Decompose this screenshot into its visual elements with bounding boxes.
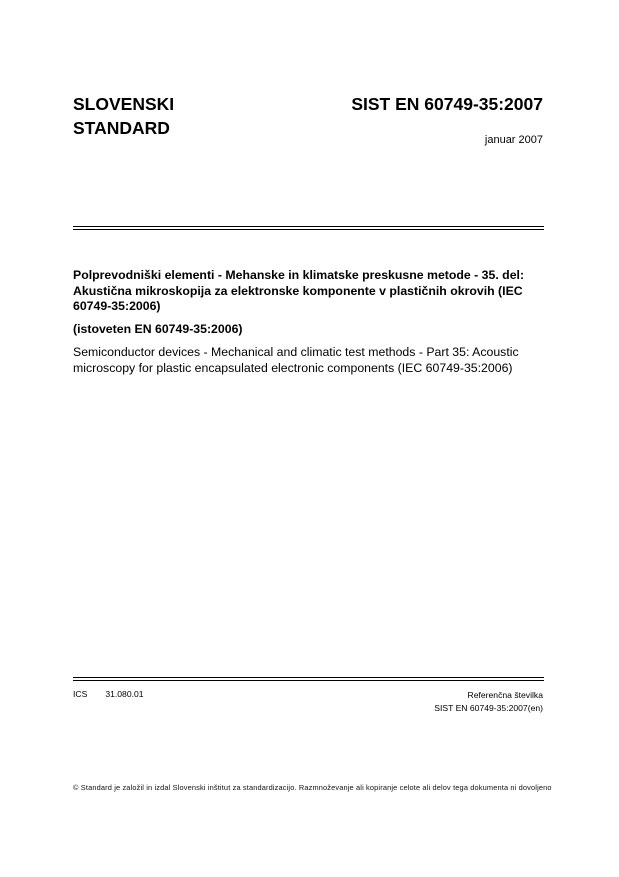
ics-classification (73, 689, 144, 699)
standard-type-line2: STANDARD (73, 118, 170, 138)
standard-type-line1: SLOVENSKI (73, 94, 175, 114)
equivalence-note: (istoveten EN 60749-35:2006) (73, 322, 243, 336)
reference-code: SIST EN 60749-35:2007(en) (434, 702, 543, 713)
top-divider (73, 226, 544, 230)
title-english: Semiconductor devices - Mechanical and climatic test methods - Part 35: Acoustic microscopy for plastic encapsulated electronic components (IEC 60749-35:2006) (73, 345, 519, 375)
standard-code: SIST EN 60749-35:2007 (351, 94, 543, 114)
bottom-divider (73, 677, 544, 681)
publication-date: januar 2007 (484, 134, 543, 146)
standard-type (73, 92, 273, 140)
reference-label: Referenčna številka (467, 690, 543, 700)
title-slovenian: Polprevodniški elementi - Mehanske in klimatske preskusne metode - 35. del: Akustična mikroskopija za elektronske komponente v plastičnih okrovih (IEC 60749-35:2006) (73, 268, 525, 313)
ics-label: ICS (73, 689, 88, 699)
ics-code: 31.080.01 (105, 689, 144, 699)
reference-number (434, 689, 543, 714)
copyright-notice: © Standard je založil in izdal Slovenski inštitut za standardizacijo. Razmnoževanje ali kopiranje celote ali delov tega dokumenta ni dovoljeno (73, 783, 552, 792)
